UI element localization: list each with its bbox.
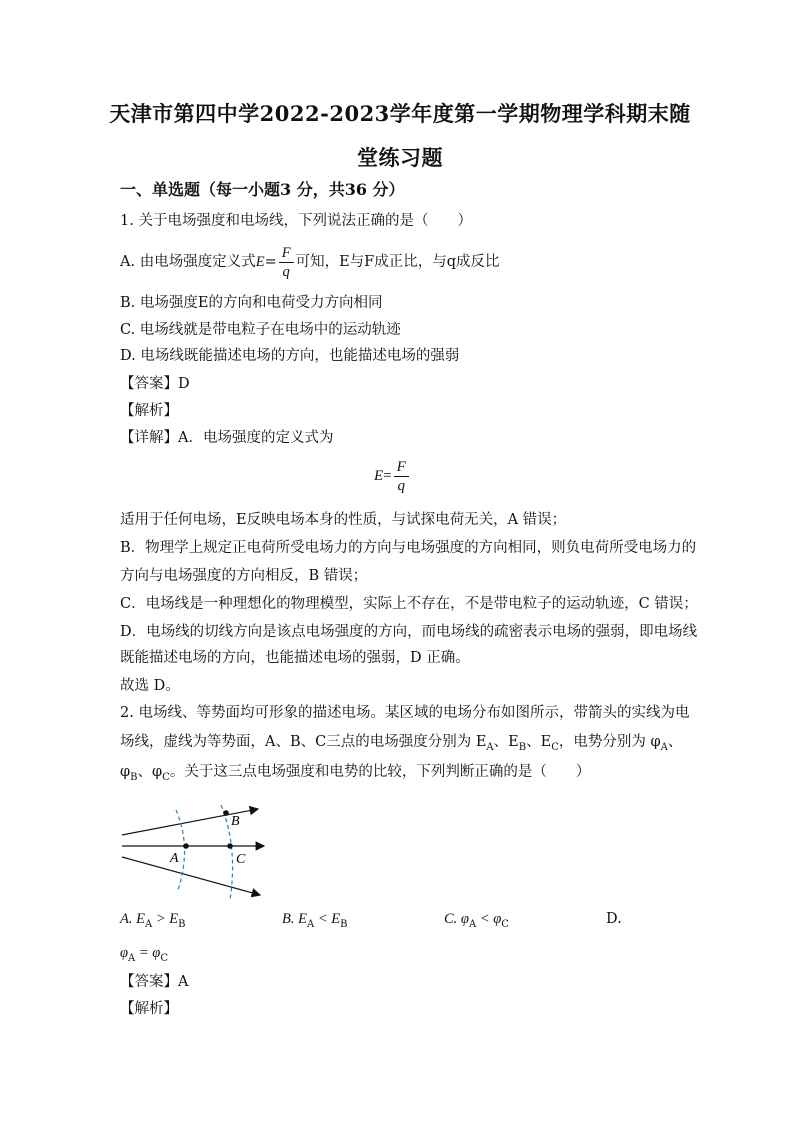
q2-answer: 【答案】A [120, 974, 189, 990]
fraction-denominator: q [397, 478, 405, 494]
subscript: A [306, 918, 315, 930]
q1-option-a-suffix: 可知，E与F成正比，与q成反比 [295, 254, 500, 270]
q1-paragraph-2b: 方向与电场强度的方向相反，B 错误； [120, 568, 368, 584]
q1-paragraph-4b: 既能描述电场的方向，也能描述电场的强弱，D 正确。 [120, 650, 470, 666]
q1-paragraph-4a: D．电场线的切线方向是该点电场强度的方向，而电场线的疏密表示电场的强弱，即电场线 [120, 624, 698, 640]
q1-option-b: B. 电场强度E的方向和电荷受力方向相同 [120, 295, 383, 311]
subscript: B [130, 771, 138, 783]
label-c: C [236, 852, 246, 867]
fraction-numerator: F [279, 244, 294, 263]
section-heading: 一、单选题（每一小题3 分，共36 分） [120, 180, 405, 199]
subscript: B [340, 918, 348, 930]
subscript: A [128, 952, 136, 964]
formula-E: E [374, 468, 384, 484]
q2-stem-text: ，电势分别为 φ [558, 734, 661, 750]
option-text: < E [314, 911, 341, 927]
q1-paragraph-2a: B．物理学上规定正电荷所受电场力的方向与电场强度的方向相同，则负电荷所受电场力的 [120, 540, 697, 556]
q1-option-a [120, 240, 500, 284]
q1-option-c: C. 电场线就是带电粒子在电场中的运动轨迹 [120, 322, 401, 338]
document-title-line2: 堂练习题 [357, 145, 443, 170]
q1-formula [374, 458, 411, 495]
subscript: C [160, 952, 168, 964]
subscript: A [468, 918, 477, 930]
option-text: B. E [282, 911, 307, 927]
label-a: A [170, 851, 179, 866]
q2-stem-text: 、E [526, 734, 552, 750]
point-a [183, 843, 189, 849]
q1-option-d: D. 电场线既能描述电场的方向，也能描述电场的强弱 [120, 348, 460, 364]
q1-stem: 1. 关于电场强度和电场线，下列说法正确的是（ ） [120, 213, 472, 229]
q1-option-a-prefix: A. 由电场强度定义式 [120, 254, 256, 270]
q2-option-d-label: D. [606, 911, 622, 927]
q2-stem-text: φ [120, 764, 131, 780]
q2-option-a [120, 911, 185, 930]
option-text: < φ [476, 911, 502, 927]
option-text: φ [120, 945, 129, 961]
subscript: A [660, 741, 668, 753]
formula-fraction [394, 458, 409, 495]
q1-detail: 【详解】A．电场强度的定义式为 [120, 430, 334, 446]
document-title-line1: 天津市第四中学2022-2023学年度第一学期物理学科期末随 [109, 101, 691, 126]
q2-stem-line3 [120, 762, 590, 788]
fraction-numerator: F [394, 458, 409, 477]
q2-option-d [120, 945, 168, 964]
subscript: C [551, 741, 559, 753]
q2-analysis-label: 【解析】 [120, 1001, 178, 1017]
fraction-denominator: q [282, 263, 290, 280]
q1-option-a-fraction [279, 244, 294, 281]
q1-option-a-eq: = [264, 254, 277, 270]
q2-stem-line1: 2. 电场线、等势面均可形象的描述电场。某区域的电场分布如图所示，带箭头的实线为电 [120, 705, 690, 721]
q2-stem-text: 、 [667, 734, 683, 750]
subscript: A [144, 918, 153, 930]
label-b: B [231, 814, 240, 829]
q2-option-b [282, 911, 347, 930]
q1-paragraph-3: C．电场线是一种理想化的物理模型，实际上不存在，不是带电粒子的运动轨迹，C 错误； [120, 596, 698, 612]
option-text: C. φ [444, 911, 469, 927]
q2-option-c [444, 911, 509, 930]
subscript: B [518, 741, 527, 753]
q1-answer: 【答案】D [120, 376, 190, 392]
point-b [223, 810, 229, 816]
q1-option-a-E: E [255, 254, 265, 270]
subscript: B [178, 918, 186, 930]
option-text: > E [152, 911, 179, 927]
q1-analysis-label: 【解析】 [120, 403, 178, 419]
option-text: A. E [120, 911, 145, 927]
q2-stem-text: 、E [493, 734, 519, 750]
q1-paragraph-1: 适用于任何电场，E反映电场本身的性质，与试探电荷无关，A 错误； [120, 512, 567, 528]
subscript: A [486, 741, 494, 753]
subscript: C [162, 771, 170, 783]
subscript: C [501, 918, 509, 930]
q2-stem-text: 场线，虚线为等势面，A、B、C三点的电场强度分别为 E [120, 734, 487, 750]
point-c [227, 843, 233, 849]
q2-stem-text: 。关于这三点电场强度和电势的比较，下列判断正确的是（ ） [169, 764, 591, 780]
q1-conclusion: 故选 D。 [120, 678, 180, 694]
formula-eq: = [383, 468, 392, 484]
option-text: = φ [135, 945, 161, 961]
equipotential-line-left [176, 810, 185, 890]
q2-stem-text: 、φ [137, 764, 163, 780]
electric-field-diagram [118, 805, 278, 915]
q2-stem-line2 [120, 732, 682, 758]
